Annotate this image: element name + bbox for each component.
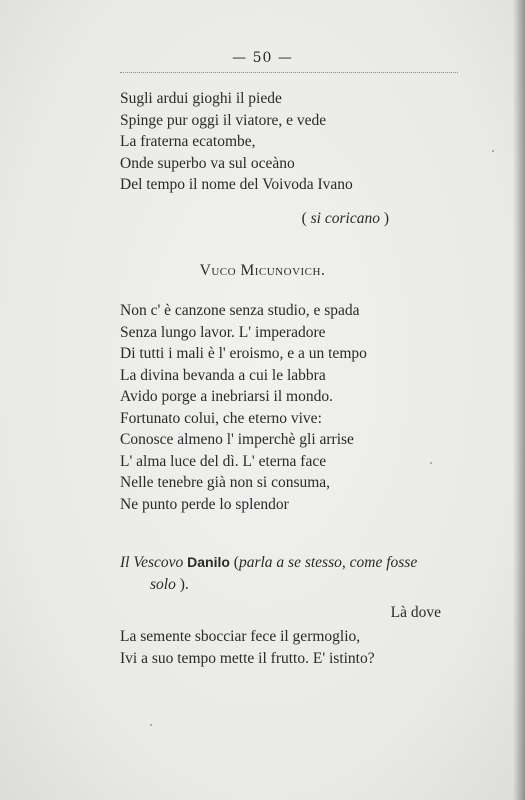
speaker-title: Il Vescovo (120, 554, 184, 571)
speaker-direction-cont: solo (150, 576, 176, 593)
paren-open: ( (233, 554, 239, 571)
verse-line: La semente sbocciar fece il germoglio, (120, 628, 361, 645)
speaker-heading: Vuco Micunovich. (199, 262, 326, 279)
verse-line: Onde superbo va sul oceàno (120, 154, 295, 172)
verse-line: Sugli ardui gioghi il piede (120, 90, 282, 107)
stage-direction-text: si coricano (310, 210, 380, 227)
verse-line: Del tempo il nome del Voivoda Ivano (120, 176, 353, 193)
stanza-2 (120, 300, 367, 515)
verse-line-indented: Là dove (390, 604, 441, 621)
verse-line: Ne punto perde lo splendor (120, 495, 289, 513)
verse-line: Conosce almeno l' imperchè gli arrise (120, 431, 354, 448)
verse-line: Senza lungo lavor. L' imperadore (120, 323, 326, 341)
page-number: — 50 — (232, 50, 293, 66)
paren-open: ( (301, 210, 307, 227)
speaker-direction: parla a se stesso, come fosse (238, 554, 418, 571)
verse-line: Avido porge a inebriarsi il mondo. (120, 388, 333, 405)
page-edge-shadow (513, 0, 525, 800)
speaker-name: Danilo (187, 554, 230, 570)
verse-line: L' alma luce del dì. L' eterna face (120, 452, 327, 470)
paper-speck (492, 150, 494, 152)
paren-close: ) (383, 210, 389, 227)
verse-line: La divina bevanda a cui le labbra (120, 366, 326, 384)
stanza-1 (120, 88, 353, 196)
verse-line: Di tutti i mali è l' eroismo, e a un tempo (120, 345, 367, 362)
verse-line: Fortunato colui, che eterno vive: (120, 409, 322, 427)
paper-speck (150, 724, 152, 726)
verse-line: Nelle tenebre già non si consuma, (120, 474, 331, 491)
verse-line: Non c' è canzone senza studio, e spada (120, 302, 360, 319)
stanza-3 (120, 626, 375, 669)
verse-line: Ivi a suo tempo mette il frutto. E' istinto? (120, 649, 375, 667)
stage-direction (302, 210, 389, 228)
verse-line: Spinge pur oggi il viatore, e vede (120, 111, 327, 129)
paren-close: ). (179, 576, 189, 593)
speaker-line (120, 551, 460, 596)
verse-line: La fraterna ecatombe, (120, 133, 256, 150)
paper-speck (430, 462, 432, 464)
header-rule (120, 72, 458, 73)
